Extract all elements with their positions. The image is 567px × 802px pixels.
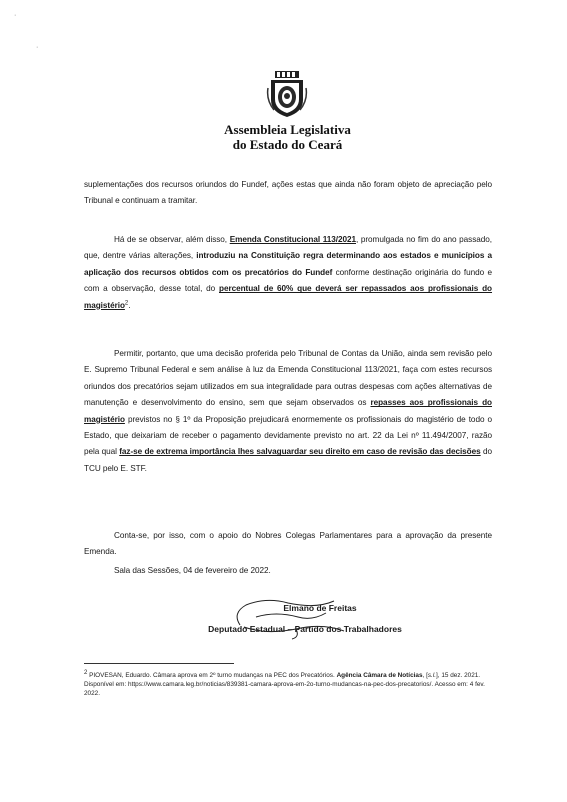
p2-text: . [128, 300, 131, 310]
footnote-text: PIOVESAN, Eduardo. Câmara aprova em 2º turno mudanças na PEC dos Precatórios. [87, 672, 337, 679]
scan-mark: · [14, 12, 17, 19]
paragraph-4: Conta-se, por isso, com o apoio do Nobres Colegas Parlamentares para a aprovação da presente Emenda. [84, 531, 492, 557]
signatory-title: Deputado Estadual – Partido dos Trabalhadores [208, 624, 402, 634]
org-name-line2: do Estado do Ceará [232, 137, 343, 152]
footnote-text: ], 15 dez. 2021. Disponível em: https://www.camara.leg.br/noticias/839381-camara-aprova-em-2o-turno-mudancas-na-pec-dos-precatorios/. Acesso em: 4 fev. 2022. [84, 672, 485, 697]
p3-emphasis: faz-se de extrema importância lhes salvaguardar seu direito em caso de revisão das decisões [119, 447, 481, 457]
p3-text: Permitir, portanto, que uma decisão proferida pelo Tribunal de Contas da União, ainda sem revisão pelo E. Supremo Tribunal Federal e sem análise à luz da Emenda Constitucional 113/2021, faça com estes recursos oriundos dos precatórios sejam utilizados em sua integralidade para outras despesas com ações alternativas de manutenção e desenvolvimento do ensino, sem que sejam observados os [84, 349, 492, 408]
p3-text: do TCU pelo E. STF. [84, 447, 492, 473]
p3-emphasis: repasses aos profissionais do magistério [84, 398, 492, 424]
footnote [84, 671, 496, 698]
p2-text: conforme destinação originária do fundo e com a observação, desse total, do [84, 267, 492, 294]
signatory-name: Elmano de Freitas [283, 603, 357, 613]
coat-of-arms-icon [266, 70, 308, 118]
footnote-number: 2 [84, 669, 88, 676]
p2-text: Há de se observar, além disso, [114, 235, 230, 244]
handwritten-signature [226, 595, 356, 641]
organization-name [150, 122, 425, 152]
session-date: Sala das Sessões, 04 de fevereiro de 2022. [114, 566, 271, 575]
footnote-marker: 2 [124, 299, 129, 306]
footnote-source: Agência Câmara de Notícias [336, 672, 423, 679]
amendment-reference: Emenda Constitucional 113/2021 [229, 235, 356, 244]
percentage-emphasis: percentual de 60% que deverá ser repassados aos profissionais do magistério [84, 284, 493, 310]
footnote-divider [84, 663, 234, 664]
paragraph-3 [84, 346, 492, 477]
p2-emphasis: introduziu na Constituição regra determinando aos estados e municípios a aplicação dos recursos obtidos com os precatórios do Fundef [84, 251, 492, 277]
p3-text: previstos no § 1º da Proposição prejudicará enormemente os profissionais do magistério de todo o Estado, que deixariam de receber o pagamento devidamente previsto no art. 22 da Lei nº 11.494/2007, razão pela qual [84, 414, 492, 457]
org-name-line1: Assembleia Legislativa [224, 122, 351, 137]
paragraph-1: suplementações dos recursos oriundos do Fundef, ações estas que ainda não foram objeto de apreciação pelo Tribunal e continuam a tramitar. [84, 180, 492, 206]
scan-mark: · [36, 44, 39, 51]
footnote-text: s.l. [427, 672, 437, 679]
paragraph-2 [84, 232, 492, 314]
footnote-text: , [ [422, 672, 428, 679]
p2-text: , promulgada no fim do ano passado, que, dentre várias alterações, [84, 235, 492, 261]
